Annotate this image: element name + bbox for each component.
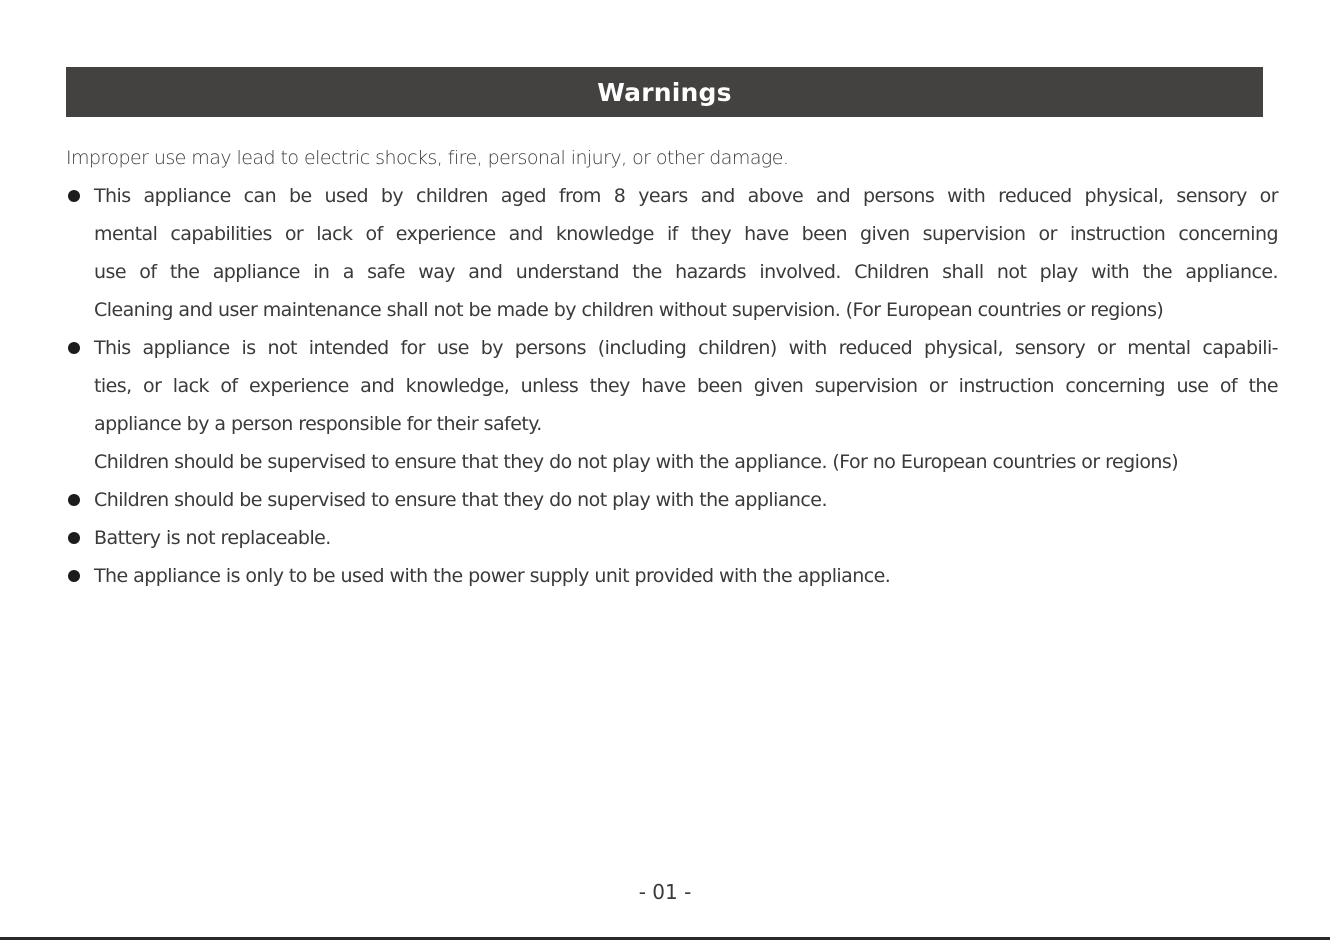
intro-text: Improper use may lead to electric shocks, fire, personal injury, or other damage. <box>66 147 789 169</box>
warnings-list <box>66 177 1278 595</box>
warning-line: The appliance is only to be used with the power supply unit provided with the appliance. <box>94 565 891 587</box>
bullet-icon <box>68 190 80 202</box>
warnings-header-bar <box>66 67 1263 117</box>
warning-item-supervision <box>66 481 1278 519</box>
warning-line: Cleaning and user maintenance shall not be made by children without supervision. (For European countries or regions) <box>94 299 1164 321</box>
warning-item-children-8-years <box>66 177 1278 329</box>
warning-item-battery <box>66 519 1278 557</box>
warning-line: mental capabilities or lack of experience and knowledge if they have been given supervision or instruction concerning <box>94 223 1278 245</box>
warning-line: appliance by a person responsible for their safety. <box>94 413 542 435</box>
warning-line: Children should be supervised to ensure that they do not play with the appliance. (For no European countries or regions) <box>94 451 1179 473</box>
warning-line: ties, or lack of experience and knowledge, unless they have been given supervision or instruction concerning use of the <box>94 375 1278 397</box>
bullet-icon <box>68 570 80 582</box>
warning-item-not-intended <box>66 329 1278 481</box>
warnings-content <box>66 139 1278 595</box>
warning-line: use of the appliance in a safe way and understand the hazards involved. Children shall not play with the appliance. <box>94 261 1278 283</box>
bullet-icon <box>68 494 80 506</box>
warning-line: This appliance is not intended for use by persons (including children) with reduced physical, sensory or mental capabili- <box>94 337 1278 359</box>
page-title: Warnings <box>597 77 732 107</box>
bullet-icon <box>68 342 80 354</box>
page-number: - 01 - <box>638 880 692 904</box>
warning-line: This appliance can be used by children aged from 8 years and above and persons with reduced physical, sensory or <box>94 185 1278 207</box>
warning-item-power-supply <box>66 557 1278 595</box>
warning-line: Battery is not replaceable. <box>94 527 331 549</box>
bullet-icon <box>68 532 80 544</box>
warning-line: Children should be supervised to ensure that they do not play with the appliance. <box>94 489 827 511</box>
